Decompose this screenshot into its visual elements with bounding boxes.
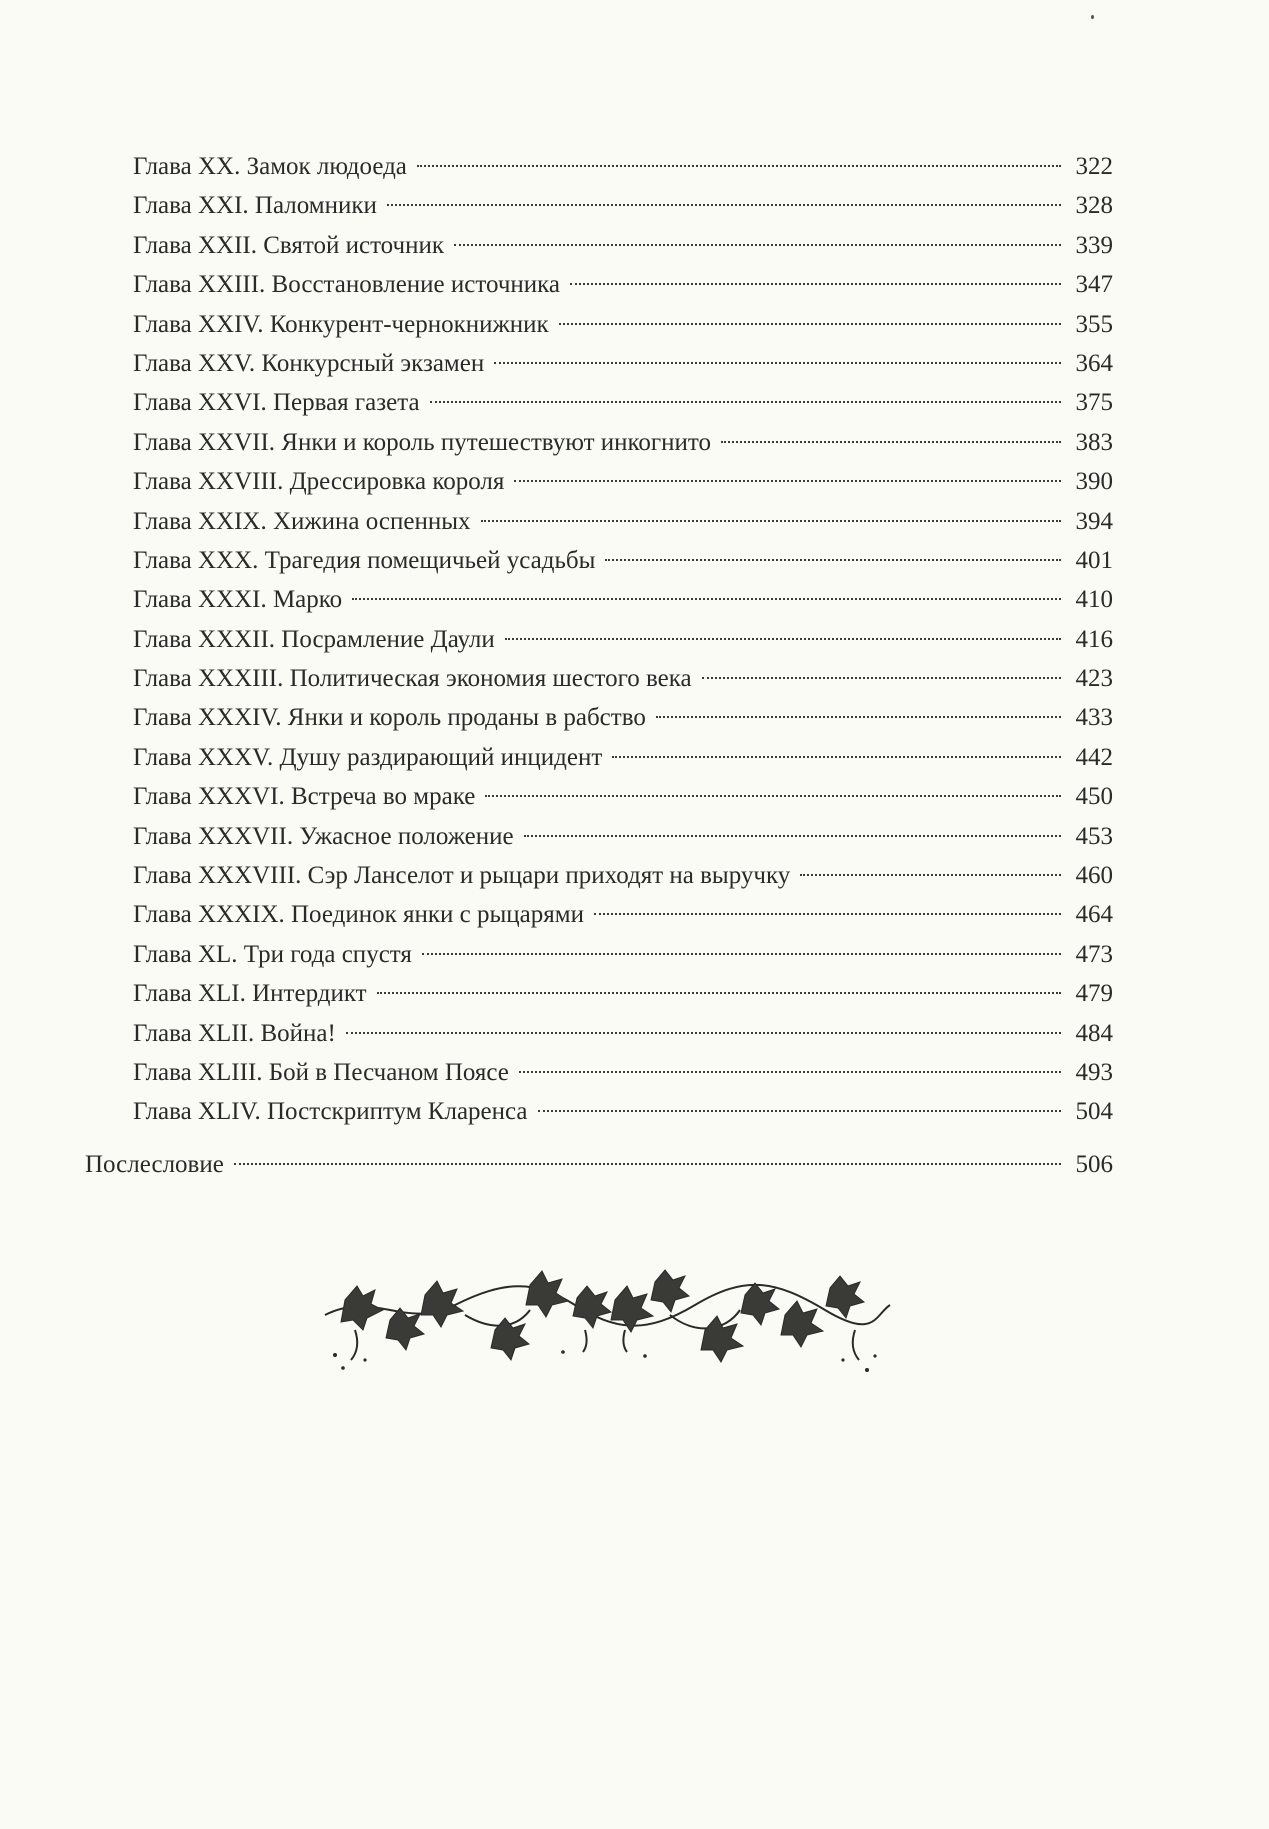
toc-chapter-row[interactable] <box>133 620 1113 659</box>
toc-chapter-page: 390 <box>1075 468 1113 496</box>
toc-chapter-row[interactable] <box>133 344 1113 383</box>
toc-chapter-title: Глава XXVIII. Дрессировка короля <box>133 468 505 496</box>
toc-chapter-page: 423 <box>1075 665 1113 693</box>
toc-chapter-row[interactable] <box>133 423 1113 462</box>
toc-chapter-page: 504 <box>1075 1098 1113 1126</box>
toc-chapter-row[interactable] <box>133 305 1113 344</box>
toc-chapter-page: 410 <box>1075 586 1113 614</box>
toc-chapter-title: Глава XXXVI. Встреча во мраке <box>133 783 476 811</box>
toc-chapter-row[interactable] <box>133 462 1113 501</box>
toc-chapter-row[interactable] <box>133 698 1113 737</box>
toc-chapter-row[interactable] <box>133 777 1113 816</box>
toc-chapter-page: 394 <box>1075 507 1113 535</box>
toc-chapter-row[interactable] <box>133 1053 1113 1092</box>
toc-chapter-row[interactable] <box>133 502 1113 541</box>
toc-chapter-page: 347 <box>1075 271 1113 299</box>
toc-chapter-page: 453 <box>1075 822 1113 850</box>
toc-chapter-page: 383 <box>1075 428 1113 456</box>
toc-chapter-title: Глава XXVI. Первая газета <box>133 389 420 417</box>
toc-chapter-page: 479 <box>1075 980 1113 1008</box>
toc-leader-dots <box>514 480 1061 482</box>
toc-leader-dots <box>430 401 1061 403</box>
toc-chapter-row[interactable] <box>133 265 1113 304</box>
toc-leader-dots <box>538 1110 1061 1112</box>
toc-chapter-title: Глава XXXIII. Политическая экономия шестого века <box>133 665 692 693</box>
toc-chapter-page: 433 <box>1075 704 1113 732</box>
vine-ornament-icon <box>315 1260 895 1390</box>
ink-speck <box>1091 15 1094 19</box>
toc-chapter-row[interactable] <box>133 147 1113 186</box>
toc-leader-dots <box>377 992 1061 994</box>
toc-leader-dots <box>346 1032 1061 1034</box>
toc-leader-dots <box>721 441 1061 443</box>
toc-leader-dots <box>505 638 1061 640</box>
toc-chapter-row[interactable] <box>133 226 1113 265</box>
toc-chapter-row[interactable] <box>133 738 1113 777</box>
toc-chapter-page: 464 <box>1075 901 1113 929</box>
toc-chapter-row[interactable] <box>133 659 1113 698</box>
toc-chapter-page: 375 <box>1075 389 1113 417</box>
toc-chapter-title: Глава XXXII. Посрамление Даули <box>133 625 495 653</box>
toc-leader-dots <box>417 165 1061 167</box>
toc-leader-dots <box>519 1071 1061 1073</box>
toc-chapter-title: Глава XXXI. Марко <box>133 586 343 614</box>
toc-chapter-row[interactable] <box>133 935 1113 974</box>
toc-chapter-page: 355 <box>1075 310 1113 338</box>
toc-chapter-page: 442 <box>1075 743 1113 771</box>
toc-chapter-title: Глава XXIII. Восстановление источника <box>133 271 561 299</box>
toc-afterword-page: 506 <box>1075 1151 1113 1178</box>
toc-chapter-row[interactable] <box>133 383 1113 422</box>
toc-chapter-row[interactable] <box>133 856 1113 895</box>
toc-chapter-title: Глава XX. Замок людоеда <box>133 153 407 180</box>
toc-chapter-row[interactable] <box>133 580 1113 619</box>
toc-leader-dots <box>422 953 1061 955</box>
toc-chapter-title: Глава XL. Три года спустя <box>133 940 412 968</box>
toc-chapter-title: Глава XLI. Интердикт <box>133 980 367 1008</box>
toc-chapter-page: 460 <box>1075 862 1113 890</box>
toc-chapter-title: Глава XXXIX. Поединок янки с рыцарями <box>133 901 584 929</box>
toc-leader-dots <box>481 520 1061 522</box>
toc-leader-dots <box>494 362 1061 364</box>
toc-chapter-title: Глава XXX. Трагедия помещичьей усадьбы <box>133 546 596 574</box>
toc-leader-dots <box>612 756 1061 758</box>
toc-chapter-row[interactable] <box>133 895 1113 934</box>
toc-leader-dots <box>702 677 1061 679</box>
toc-chapter-title: Глава XLIII. Бой в Песчаном Поясе <box>133 1058 509 1086</box>
toc-chapter-title: Глава XLIV. Постскриптум Кларенса <box>133 1098 528 1126</box>
toc-chapter-title: Глава XXII. Святой источник <box>133 231 444 259</box>
toc-chapter-title: Глава XXVII. Янки и король путешествуют инкогнито <box>133 428 712 456</box>
toc-leader-dots <box>605 559 1061 561</box>
toc-chapter-row[interactable] <box>133 186 1113 225</box>
toc-chapter-page: 493 <box>1075 1058 1113 1086</box>
toc-chapter-page: 401 <box>1075 546 1113 574</box>
toc-chapter-page: 339 <box>1075 231 1113 259</box>
toc-chapter-title: Глава XXXVII. Ужасное положение <box>133 822 514 850</box>
toc-leader-dots <box>800 874 1061 876</box>
toc-leader-dots <box>524 835 1061 837</box>
toc-chapter-title: Глава XXV. Конкурсный экзамен <box>133 349 485 377</box>
toc-chapter-title: Глава XLII. Война! <box>133 1019 336 1047</box>
toc-chapter-row[interactable] <box>133 1092 1113 1131</box>
toc-chapter-row[interactable] <box>133 817 1113 856</box>
toc-chapter-row[interactable] <box>133 1014 1113 1053</box>
toc-leader-dots <box>352 598 1061 600</box>
toc-chapter-page: 364 <box>1075 349 1113 377</box>
toc-chapter-page: 473 <box>1075 940 1113 968</box>
toc-chapter-page: 484 <box>1075 1019 1113 1047</box>
toc-leader-dots <box>594 913 1061 915</box>
toc-leader-dots <box>559 323 1061 325</box>
toc-leader-dots <box>656 716 1061 718</box>
toc-afterword-row[interactable] <box>85 1145 1113 1184</box>
toc-leader-dots <box>454 244 1061 246</box>
toc-leader-dots <box>485 795 1061 797</box>
table-of-contents <box>133 147 1113 1132</box>
toc-chapter-page: 328 <box>1075 192 1113 220</box>
toc-leader-dots <box>387 204 1061 206</box>
toc-chapter-page: 322 <box>1075 153 1113 180</box>
toc-afterword-title: Послесловие <box>85 1151 224 1178</box>
toc-chapter-row[interactable] <box>133 541 1113 580</box>
toc-chapter-title: Глава XXXIV. Янки и король проданы в рабство <box>133 704 646 732</box>
toc-chapter-page: 416 <box>1075 625 1113 653</box>
toc-chapter-title: Глава XXIX. Хижина оспенных <box>133 507 471 535</box>
toc-chapter-title: Глава XXXV. Душу раздирающий инцидент <box>133 743 603 771</box>
toc-chapter-page: 450 <box>1075 783 1113 811</box>
toc-leader-dots <box>570 283 1061 285</box>
toc-chapter-title: Глава XXI. Паломники <box>133 192 377 220</box>
toc-chapter-row[interactable] <box>133 974 1113 1013</box>
toc-chapter-title: Глава XXIV. Конкурент-чернокнижник <box>133 310 549 338</box>
toc-leader-dots <box>234 1163 1061 1165</box>
toc-chapter-title: Глава XXXVIII. Сэр Ланселот и рыцари приходят на выручку <box>133 862 791 890</box>
